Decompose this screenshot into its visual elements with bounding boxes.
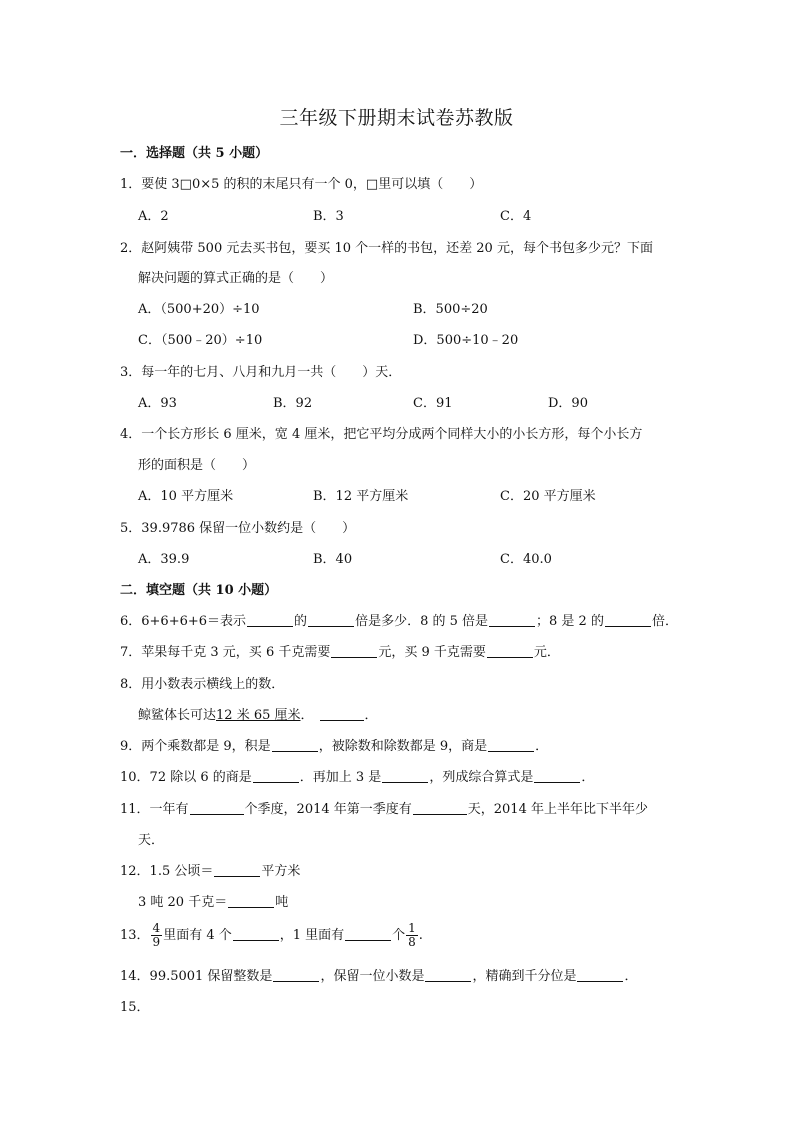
question-6-text-1: 6．6+6+6+6＝表示 — [120, 614, 247, 629]
question-13 — [120, 922, 423, 950]
question-11-line2: 天． — [138, 833, 165, 848]
question-8-stem: 8．用小数表示横线上的数． — [120, 677, 285, 692]
question-13-text-3: ，1 里面有 — [279, 928, 345, 943]
answer-blank[interactable] — [425, 968, 471, 982]
question-7 — [120, 644, 560, 662]
question-10 — [120, 769, 594, 787]
question-1-option-a: A．2 — [138, 209, 169, 224]
question-12-text-4: 吨 — [275, 895, 289, 910]
question-12-text-3: 3 吨 20 千克＝ — [138, 895, 228, 910]
answer-blank[interactable] — [489, 613, 535, 627]
question-1-option-c: C．4 — [500, 209, 532, 224]
question-2-option-b: B．500÷20 — [413, 302, 488, 317]
answer-blank[interactable] — [345, 927, 391, 941]
fraction-one-eighth — [406, 922, 418, 949]
question-9-text-3: ． — [535, 739, 549, 754]
question-11 — [120, 801, 648, 819]
section-heading-fill: 二．填空题（共 10 小题） — [120, 583, 278, 598]
question-3-option-c: C．91 — [413, 396, 453, 411]
question-14-text-4: ． — [624, 969, 638, 984]
question-8-line2 — [138, 707, 378, 725]
question-3-option-b: B．92 — [273, 396, 313, 411]
question-4-option-a: A．10 平方厘米 — [138, 489, 234, 504]
question-9 — [120, 738, 548, 756]
question-14-text-1: 14．99.5001 保留整数是 — [120, 969, 273, 984]
question-13-text-4: 个 — [392, 928, 406, 943]
question-2-stem-line1: 2．赵阿姨带 500 元去买书包，要买 10 个一样的书包，还差 20 元，每个书包多少元？下面 — [120, 241, 653, 256]
question-7-text-1: 7．苹果每千克 3 元，买 6 千克需要 — [120, 645, 331, 660]
answer-blank[interactable] — [534, 769, 580, 783]
answer-blank[interactable] — [233, 927, 279, 941]
question-3-option-a: A．93 — [138, 396, 177, 411]
fraction-numerator: 4 — [152, 921, 161, 935]
question-9-text-1: 9．两个乘数都是 9，积是 — [120, 739, 271, 754]
question-10-text-2: ．再加上 3 是 — [299, 770, 382, 785]
question-3-stem: 3．每一年的七月、八月和九月一共（ ）天． — [120, 365, 402, 380]
question-2-option-a: A．（500+20）÷10 — [138, 302, 260, 317]
question-10-text-1: 10．72 除以 6 的商是 — [120, 770, 252, 785]
question-12-line1 — [120, 863, 300, 881]
answer-blank[interactable] — [228, 894, 274, 908]
question-8-text-2: ． — [300, 708, 314, 723]
question-5-option-c: C．40.0 — [500, 552, 552, 567]
answer-blank[interactable] — [320, 707, 364, 721]
fraction-numerator: 1 — [408, 921, 416, 935]
answer-blank[interactable] — [577, 968, 623, 982]
answer-blank[interactable] — [272, 738, 318, 752]
question-14-text-3: ，精确到千分位是 — [472, 969, 577, 984]
question-12-line2 — [138, 894, 288, 912]
answer-blank[interactable] — [190, 801, 244, 815]
answer-blank[interactable] — [487, 644, 533, 658]
question-1-stem: 1．要使 3□0×5 的积的末尾只有一个 0，□里可以填（ ） — [120, 177, 483, 192]
question-13-text-1: 13． — [120, 928, 150, 943]
section-heading-choice: 一．选择题（共 5 小题） — [120, 146, 269, 161]
fraction-four-ninths — [151, 922, 163, 949]
question-6 — [120, 613, 678, 631]
question-7-text-2: 元，买 9 千克需要 — [378, 645, 486, 660]
page-title: 三年级下册期末试卷苏教版 — [279, 107, 514, 129]
question-6-text-4: ；8 是 2 的 — [536, 614, 604, 629]
question-3-option-d: D．90 — [548, 396, 588, 411]
answer-blank[interactable] — [253, 769, 299, 783]
question-11-text-2: 个季度，2014 年第一季度有 — [244, 802, 412, 817]
question-12-text-1: 12．1.5 公顷＝ — [120, 864, 214, 879]
question-4-option-c: C．20 平方厘米 — [500, 489, 596, 504]
answer-blank[interactable] — [413, 801, 467, 815]
question-14-text-2: ，保留一位小数是 — [320, 969, 425, 984]
question-10-text-4: ． — [581, 770, 595, 785]
question-4-option-b: B．12 平方厘米 — [313, 489, 409, 504]
question-5-option-a: A．39.9 — [138, 552, 190, 567]
question-2-stem-line2: 解决问题的算式正确的是（ ） — [138, 271, 334, 286]
answer-blank[interactable] — [605, 613, 651, 627]
question-10-text-3: ，列成综合算式是 — [429, 770, 534, 785]
question-6-text-3: 倍是多少．8 的 5 倍是 — [355, 614, 489, 629]
question-1-option-b: B．3 — [313, 209, 344, 224]
question-14 — [120, 968, 637, 986]
question-8-text-1: 鲸鲨体长可达 — [138, 708, 217, 723]
question-12-text-2: 平方米 — [261, 864, 301, 879]
question-15: 15． — [120, 1000, 150, 1015]
question-2-option-c: C．（500﹣20）÷10 — [138, 333, 263, 348]
question-6-text-5: 倍． — [651, 614, 678, 629]
answer-blank[interactable] — [382, 769, 428, 783]
answer-blank[interactable] — [214, 863, 260, 877]
question-4-stem-line1: 4．一个长方形长 6 厘米，宽 4 厘米，把它平均分成两个同样大小的小长方形，每个小长方 — [120, 427, 643, 442]
question-5-option-b: B．40 — [313, 552, 353, 567]
answer-blank[interactable] — [488, 738, 534, 752]
question-2-option-d: D．500÷10﹣20 — [413, 333, 519, 348]
answer-blank[interactable] — [273, 968, 319, 982]
answer-blank[interactable] — [331, 644, 377, 658]
fraction-denominator: 9 — [152, 935, 161, 949]
question-5-stem: 5．39.9786 保留一位小数约是（ ） — [120, 521, 356, 536]
question-9-text-2: ，被除数和除数都是 9，商是 — [318, 739, 488, 754]
question-8-text-3: ． — [364, 708, 378, 723]
question-13-text-5: . — [418, 928, 423, 943]
fraction-denominator: 8 — [408, 935, 416, 949]
answer-blank[interactable] — [308, 613, 354, 627]
question-7-text-3: 元． — [533, 645, 560, 660]
question-11-text-1: 11．一年有 — [120, 802, 189, 817]
question-4-stem-line2: 形的面积是（ ） — [138, 458, 256, 473]
question-11-text-3: 天，2014 年上半年比下半年少 — [467, 802, 648, 817]
answer-blank[interactable] — [247, 613, 293, 627]
question-13-text-2: 里面有 4 个 — [163, 928, 232, 943]
question-6-text-2: 的 — [294, 614, 308, 629]
underlined-quantity: 12 米 65 厘米 — [216, 708, 301, 723]
